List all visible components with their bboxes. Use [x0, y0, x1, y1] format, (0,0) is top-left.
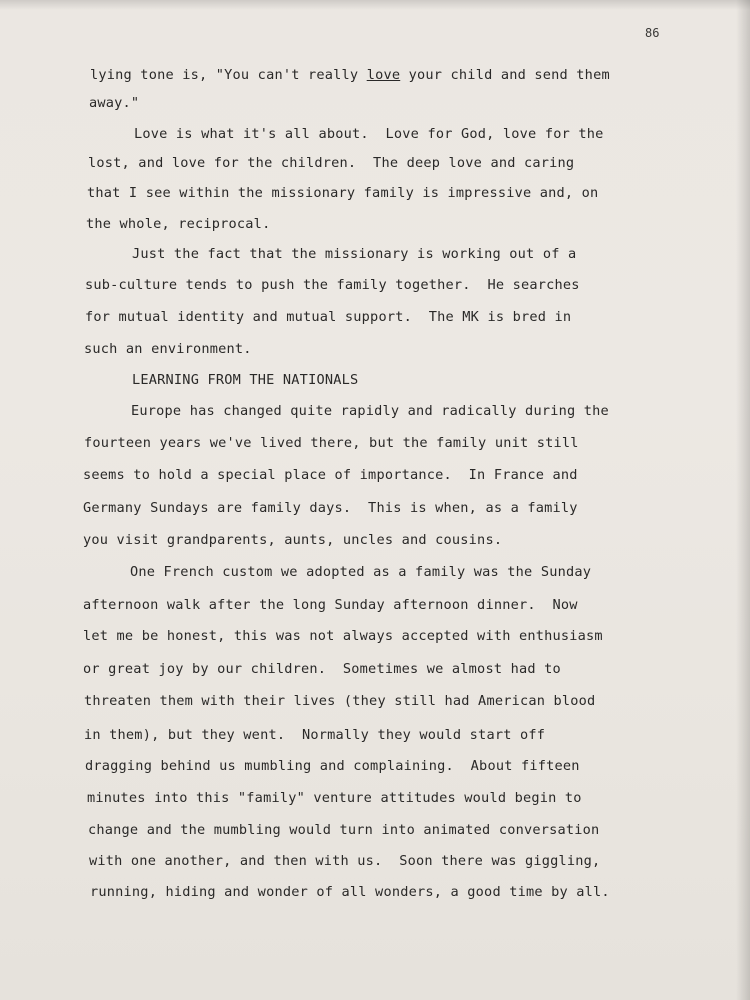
text-line-13: fourteen years we've lived there, but the family unit still	[84, 435, 579, 451]
text-line-16: you visit grandparents, aunts, uncles and cousins.	[83, 532, 503, 548]
page-top-shadow	[0, 0, 750, 10]
text-line-24: minutes into this "family" venture attitudes would begin to	[87, 790, 582, 806]
text-line-6: the whole, reciprocal.	[86, 216, 271, 232]
text-line-12: Europe has changed quite rapidly and radically during the	[131, 403, 609, 419]
text-line-8: sub-culture tends to push the family together. He searches	[85, 277, 580, 293]
text-line-2: away."	[89, 95, 140, 111]
text-segment: lying tone is, "You can't really	[90, 67, 367, 83]
text-line-23: dragging behind us mumbling and complaining. About fifteen	[85, 758, 580, 774]
text-line-25: change and the mumbling would turn into animated conversation	[88, 822, 600, 838]
page-number: 86	[645, 26, 660, 40]
text-line-15: Germany Sundays are family days. This is when, as a family	[83, 500, 578, 516]
text-line-27: running, hiding and wonder of all wonders, a good time by all.	[90, 884, 610, 900]
text-line-4: lost, and love for the children. The deep love and caring	[88, 155, 575, 171]
section-heading: LEARNING FROM THE NATIONALS	[132, 372, 359, 388]
text-line-7: Just the fact that the missionary is working out of a	[132, 246, 577, 262]
text-line-21: threaten them with their lives (they still had American blood	[84, 693, 596, 709]
text-line-1	[90, 67, 610, 83]
text-line-18: afternoon walk after the long Sunday afternoon dinner. Now	[83, 597, 578, 613]
text-line-17: One French custom we adopted as a family was the Sunday	[130, 564, 592, 580]
text-line-22: in them), but they went. Normally they would start off	[84, 727, 546, 743]
text-line-9: for mutual identity and mutual support. The MK is bred in	[85, 309, 572, 325]
text-line-20: or great joy by our children. Sometimes we almost had to	[83, 661, 561, 677]
text-line-14: seems to hold a special place of importance. In France and	[83, 467, 578, 483]
text-line-5: that I see within the missionary family is impressive and, on	[87, 185, 599, 201]
text-line-10: such an environment.	[84, 341, 252, 357]
text-segment: your child and send them	[400, 67, 610, 83]
text-line-3: Love is what it's all about. Love for God, love for the	[134, 126, 604, 142]
text-line-26: with one another, and then with us. Soon there was giggling,	[89, 853, 601, 869]
underlined-word: love	[366, 67, 401, 83]
page-edge-shadow	[736, 0, 750, 1000]
text-line-19: let me be honest, this was not always accepted with enthusiasm	[83, 628, 603, 644]
